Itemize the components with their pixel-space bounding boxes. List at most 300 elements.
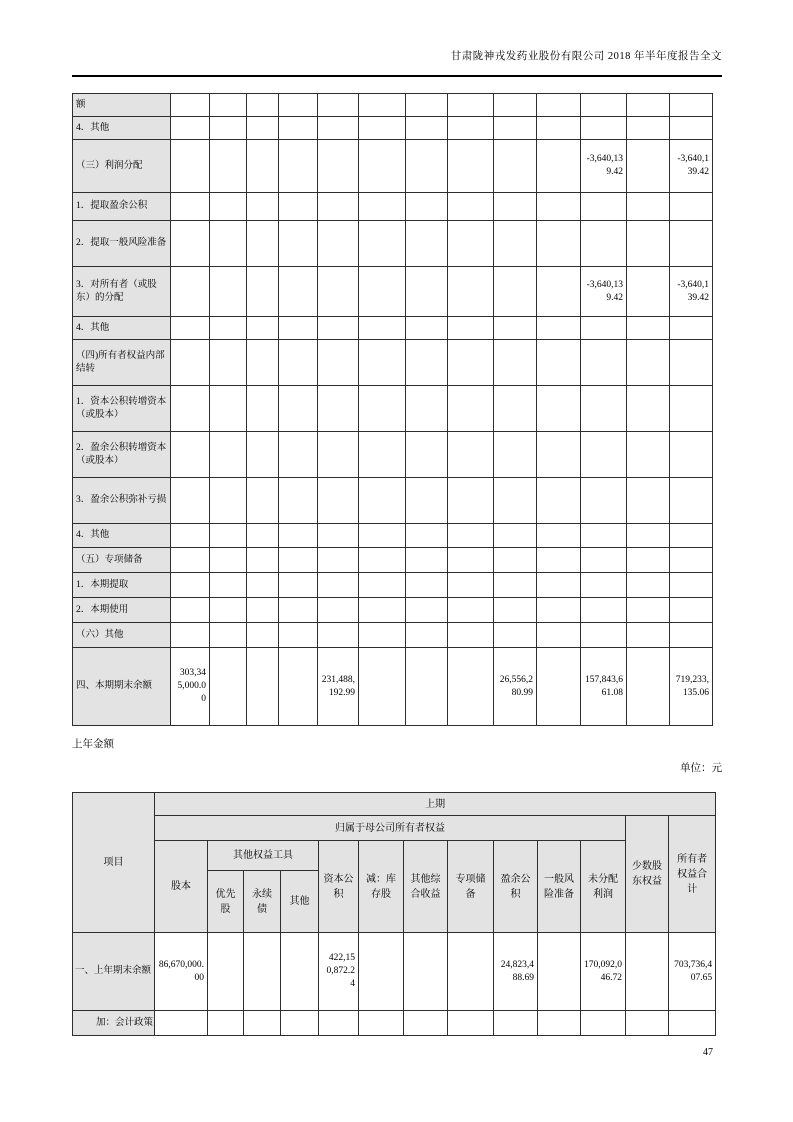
value-cell xyxy=(171,598,210,623)
value-cell: 719,233,135.06 xyxy=(670,648,713,726)
value-cell xyxy=(494,1011,538,1036)
table-row xyxy=(73,221,713,267)
value-cell xyxy=(406,140,448,193)
value-cell: 170,092,046.72 xyxy=(581,933,626,1011)
value-cell xyxy=(406,117,448,140)
header-row-group xyxy=(73,816,716,841)
value-cell xyxy=(406,193,448,221)
row-label-cell: 1．本期提取 xyxy=(73,573,171,598)
value-cell xyxy=(670,193,713,221)
value-cell xyxy=(448,573,494,598)
value-cell xyxy=(494,548,537,573)
header-preferred-shares: 优先股 xyxy=(208,871,244,933)
value-cell xyxy=(318,317,359,340)
value-cell xyxy=(494,432,537,478)
value-cell xyxy=(406,221,448,267)
value-cell xyxy=(494,478,537,524)
value-cell xyxy=(171,317,210,340)
value-cell: 422,150,872.24 xyxy=(319,933,359,1011)
header-special-reserve: 专项储备 xyxy=(448,841,494,933)
value-cell xyxy=(406,317,448,340)
value-cell xyxy=(669,1011,716,1036)
value-cell xyxy=(171,478,210,524)
value-cell xyxy=(581,340,627,386)
value-cell xyxy=(210,317,247,340)
table-row xyxy=(73,648,713,726)
value-cell xyxy=(318,140,359,193)
page-number: 47 xyxy=(703,1047,713,1058)
value-cell xyxy=(448,140,494,193)
header-other-equity-instruments: 其他权益工具 xyxy=(208,841,319,871)
value-cell xyxy=(210,598,247,623)
value-cell: 703,736,407.65 xyxy=(669,933,716,1011)
value-cell xyxy=(670,221,713,267)
value-cell xyxy=(406,524,448,548)
value-cell xyxy=(359,524,406,548)
value-cell xyxy=(627,94,670,117)
value-cell xyxy=(537,524,581,548)
value-cell xyxy=(537,648,581,726)
value-cell xyxy=(318,598,359,623)
table-row xyxy=(73,478,713,524)
value-cell xyxy=(318,478,359,524)
row-label-cell: 2．盈余公积转增资本（或股本） xyxy=(73,432,171,478)
value-cell xyxy=(537,193,581,221)
value-cell xyxy=(279,432,318,478)
value-cell xyxy=(171,548,210,573)
value-cell xyxy=(627,140,670,193)
value-cell xyxy=(318,117,359,140)
value-cell xyxy=(581,623,627,648)
value-cell: -3,640,139.42 xyxy=(670,267,713,317)
value-cell xyxy=(670,573,713,598)
value-cell xyxy=(581,317,627,340)
value-cell: -3,640,139.42 xyxy=(581,140,627,193)
header-row-columns xyxy=(73,841,716,871)
value-cell xyxy=(318,193,359,221)
header-minority-interest: 少数股东权益 xyxy=(626,816,669,933)
value-cell xyxy=(670,548,713,573)
value-cell xyxy=(244,933,281,1011)
value-cell xyxy=(627,193,670,221)
value-cell xyxy=(494,193,537,221)
value-cell xyxy=(537,317,581,340)
value-cell xyxy=(627,478,670,524)
value-cell: 24,823,488.69 xyxy=(494,933,538,1011)
value-cell xyxy=(670,317,713,340)
value-cell xyxy=(318,386,359,432)
value-cell xyxy=(626,1011,669,1036)
value-cell xyxy=(210,193,247,221)
value-cell xyxy=(359,1011,404,1036)
value-cell xyxy=(627,267,670,317)
value-cell xyxy=(319,1011,359,1036)
value-cell xyxy=(281,933,319,1011)
value-cell xyxy=(247,221,279,267)
table-row xyxy=(73,193,713,221)
table-row xyxy=(73,598,713,623)
value-cell xyxy=(627,386,670,432)
value-cell xyxy=(171,117,210,140)
value-cell xyxy=(581,432,627,478)
value-cell xyxy=(404,1011,448,1036)
value-cell xyxy=(670,432,713,478)
value-cell xyxy=(359,117,406,140)
value-cell xyxy=(670,94,713,117)
value-cell xyxy=(448,432,494,478)
header-period: 上期 xyxy=(155,793,716,816)
current-period-equity-table xyxy=(72,93,713,726)
table-row xyxy=(73,117,713,140)
row-label-cell: 加：会计政策 xyxy=(73,1011,155,1036)
value-cell xyxy=(279,140,318,193)
prior-period-equity-table xyxy=(72,792,716,1036)
value-cell: 86,670,000.00 xyxy=(155,933,208,1011)
row-label-cell: 四、本期期末余额 xyxy=(73,648,171,726)
header-parent-group: 归属于母公司所有者权益 xyxy=(155,816,626,841)
value-cell: 26,556,280.99 xyxy=(494,648,537,726)
value-cell xyxy=(627,623,670,648)
value-cell xyxy=(581,193,627,221)
value-cell xyxy=(359,193,406,221)
value-cell xyxy=(208,933,244,1011)
table-row xyxy=(73,317,713,340)
row-label-cell: （四)所有者权益内部结转 xyxy=(73,340,171,386)
value-cell xyxy=(448,193,494,221)
value-cell xyxy=(537,340,581,386)
value-cell xyxy=(359,317,406,340)
header-row-period xyxy=(73,793,716,816)
value-cell xyxy=(406,478,448,524)
value-cell xyxy=(406,94,448,117)
value-cell xyxy=(626,933,669,1011)
value-cell xyxy=(247,117,279,140)
value-cell xyxy=(210,221,247,267)
value-cell xyxy=(171,573,210,598)
value-cell xyxy=(247,140,279,193)
value-cell xyxy=(171,221,210,267)
row-label-cell: （三）利润分配 xyxy=(73,140,171,193)
table-row xyxy=(73,140,713,193)
value-cell xyxy=(279,548,318,573)
value-cell xyxy=(581,548,627,573)
value-cell xyxy=(247,573,279,598)
row-label-cell: （五）专项储备 xyxy=(73,548,171,573)
value-cell xyxy=(448,478,494,524)
value-cell xyxy=(494,524,537,548)
value-cell xyxy=(448,933,494,1011)
value-cell xyxy=(359,573,406,598)
value-cell xyxy=(247,386,279,432)
value-cell xyxy=(406,548,448,573)
header-retained-profit: 未分配利润 xyxy=(581,841,626,933)
table-row xyxy=(73,573,713,598)
table-row xyxy=(73,340,713,386)
table-row xyxy=(73,623,713,648)
value-cell xyxy=(359,140,406,193)
value-cell xyxy=(494,221,537,267)
value-cell xyxy=(279,94,318,117)
value-cell xyxy=(318,94,359,117)
header-other-comprehensive-income: 其他综合收益 xyxy=(404,841,448,933)
value-cell xyxy=(537,221,581,267)
table-row xyxy=(73,386,713,432)
value-cell xyxy=(537,432,581,478)
value-cell xyxy=(247,548,279,573)
value-cell xyxy=(494,340,537,386)
prior-table-header xyxy=(73,793,716,933)
value-cell xyxy=(318,432,359,478)
row-label-cell: 4．其他 xyxy=(73,524,171,548)
value-cell xyxy=(627,548,670,573)
value-cell xyxy=(210,623,247,648)
value-cell: 231,488,192.99 xyxy=(318,648,359,726)
value-cell xyxy=(494,140,537,193)
document-header xyxy=(72,50,722,77)
value-cell xyxy=(171,524,210,548)
value-cell xyxy=(247,193,279,221)
value-cell xyxy=(359,598,406,623)
value-cell xyxy=(627,573,670,598)
value-cell xyxy=(247,598,279,623)
value-cell xyxy=(448,117,494,140)
value-cell xyxy=(537,386,581,432)
section-label: 上年金额 xyxy=(72,739,114,750)
row-label-cell: 一、上年期末余额 xyxy=(73,933,155,1011)
row-label-cell: 3．盈余公积弥补亏损 xyxy=(73,478,171,524)
value-cell xyxy=(171,432,210,478)
value-cell xyxy=(210,432,247,478)
row-label-cell: 2．本期使用 xyxy=(73,598,171,623)
value-cell xyxy=(537,94,581,117)
value-cell xyxy=(279,386,318,432)
value-cell xyxy=(670,478,713,524)
value-cell xyxy=(210,340,247,386)
value-cell xyxy=(406,267,448,317)
value-cell xyxy=(670,598,713,623)
value-cell xyxy=(406,340,448,386)
value-cell xyxy=(210,94,247,117)
value-cell xyxy=(448,623,494,648)
table-row xyxy=(73,267,713,317)
value-cell xyxy=(627,340,670,386)
value-cell xyxy=(281,1011,319,1036)
value-cell xyxy=(247,267,279,317)
row-label-cell: 4．其他 xyxy=(73,117,171,140)
value-cell xyxy=(171,340,210,386)
value-cell xyxy=(448,548,494,573)
value-cell xyxy=(244,1011,281,1036)
value-cell xyxy=(359,933,404,1011)
header-other-instruments: 其他 xyxy=(281,871,319,933)
value-cell xyxy=(537,478,581,524)
value-cell xyxy=(210,573,247,598)
value-cell xyxy=(404,933,448,1011)
header-total-equity: 所有者权益合计 xyxy=(669,816,716,933)
header-perpetual-bonds: 永续债 xyxy=(244,871,281,933)
value-cell xyxy=(359,221,406,267)
header-item: 项目 xyxy=(73,793,155,933)
value-cell xyxy=(247,317,279,340)
value-cell xyxy=(359,340,406,386)
value-cell xyxy=(279,317,318,340)
header-capital-reserve: 资本公积 xyxy=(319,841,359,933)
value-cell xyxy=(210,117,247,140)
value-cell xyxy=(247,524,279,548)
value-cell xyxy=(359,623,406,648)
value-cell xyxy=(359,94,406,117)
value-cell xyxy=(448,524,494,548)
value-cell xyxy=(494,94,537,117)
value-cell xyxy=(318,524,359,548)
value-cell xyxy=(247,648,279,726)
header-less-treasury-shares: 减：库存股 xyxy=(359,841,404,933)
value-cell xyxy=(537,573,581,598)
table-row xyxy=(73,94,713,117)
value-cell xyxy=(279,598,318,623)
header-share-capital: 股本 xyxy=(155,841,208,933)
value-cell xyxy=(210,524,247,548)
value-cell xyxy=(537,267,581,317)
value-cell xyxy=(670,340,713,386)
value-cell xyxy=(318,548,359,573)
value-cell xyxy=(537,623,581,648)
value-cell xyxy=(279,623,318,648)
value-cell xyxy=(537,548,581,573)
value-cell xyxy=(359,386,406,432)
value-cell xyxy=(359,432,406,478)
value-cell xyxy=(627,598,670,623)
value-cell xyxy=(670,623,713,648)
value-cell xyxy=(581,386,627,432)
value-cell xyxy=(247,432,279,478)
value-cell xyxy=(279,340,318,386)
value-cell xyxy=(318,573,359,598)
value-cell xyxy=(494,598,537,623)
value-cell xyxy=(210,648,247,726)
value-cell xyxy=(247,623,279,648)
value-cell xyxy=(670,386,713,432)
value-cell xyxy=(279,648,318,726)
value-cell xyxy=(581,524,627,548)
value-cell xyxy=(448,94,494,117)
value-cell xyxy=(538,933,581,1011)
value-cell xyxy=(494,386,537,432)
row-label-cell: 4．其他 xyxy=(73,317,171,340)
value-cell xyxy=(627,648,670,726)
value-cell xyxy=(627,524,670,548)
value-cell xyxy=(627,432,670,478)
value-cell xyxy=(210,267,247,317)
value-cell xyxy=(494,317,537,340)
value-cell xyxy=(581,94,627,117)
value-cell xyxy=(318,267,359,317)
row-label-cell: 1．提取盈余公积 xyxy=(73,193,171,221)
value-cell xyxy=(279,267,318,317)
value-cell xyxy=(279,221,318,267)
value-cell xyxy=(171,140,210,193)
value-cell xyxy=(359,548,406,573)
value-cell xyxy=(279,524,318,548)
value-cell xyxy=(406,648,448,726)
value-cell xyxy=(171,267,210,317)
value-cell xyxy=(210,386,247,432)
row-label-cell: （六）其他 xyxy=(73,623,171,648)
value-cell xyxy=(581,1011,626,1036)
header-general-risk-reserve: 一般风险准备 xyxy=(538,841,581,933)
value-cell xyxy=(359,267,406,317)
value-cell xyxy=(581,117,627,140)
table-row xyxy=(73,933,716,1011)
value-cell xyxy=(670,117,713,140)
document-title: 甘肃陇神戎发药业股份有限公司 2018 年半年度报告全文 xyxy=(450,51,722,62)
value-cell xyxy=(406,623,448,648)
value-cell xyxy=(171,386,210,432)
value-cell xyxy=(208,1011,244,1036)
unit-label: 单位：元 xyxy=(680,763,722,774)
value-cell xyxy=(318,340,359,386)
value-cell xyxy=(279,573,318,598)
value-cell xyxy=(279,117,318,140)
value-cell xyxy=(581,478,627,524)
table-row xyxy=(73,548,713,573)
value-cell: -3,640,139.42 xyxy=(670,140,713,193)
value-cell xyxy=(155,1011,208,1036)
value-cell xyxy=(171,623,210,648)
value-cell xyxy=(210,140,247,193)
value-cell xyxy=(210,548,247,573)
value-cell xyxy=(448,1011,494,1036)
value-cell xyxy=(538,1011,581,1036)
value-cell xyxy=(171,193,210,221)
row-label-cell: 1．资本公积转增资本（或股本） xyxy=(73,386,171,432)
value-cell xyxy=(494,267,537,317)
value-cell xyxy=(581,573,627,598)
value-cell xyxy=(247,340,279,386)
value-cell xyxy=(581,221,627,267)
value-cell xyxy=(448,386,494,432)
value-cell: 303,345,000.00 xyxy=(171,648,210,726)
row-label-cell: 3．对所有者（或股东）的分配 xyxy=(73,267,171,317)
value-cell xyxy=(494,623,537,648)
row-label-cell: 2．提取一般风险准备 xyxy=(73,221,171,267)
value-cell xyxy=(581,598,627,623)
row-label-cell: 额 xyxy=(73,94,171,117)
value-cell xyxy=(448,221,494,267)
value-cell xyxy=(627,221,670,267)
header-surplus-reserve: 盈余公积 xyxy=(494,841,538,933)
value-cell xyxy=(627,317,670,340)
value-cell xyxy=(318,221,359,267)
value-cell xyxy=(406,573,448,598)
value-cell xyxy=(537,140,581,193)
value-cell xyxy=(537,117,581,140)
value-cell xyxy=(247,478,279,524)
value-cell xyxy=(537,598,581,623)
value-cell: 157,843,661.08 xyxy=(581,648,627,726)
value-cell xyxy=(670,524,713,548)
table-row xyxy=(73,432,713,478)
value-cell xyxy=(448,598,494,623)
value-cell xyxy=(279,193,318,221)
table-row xyxy=(73,1011,716,1036)
value-cell xyxy=(406,432,448,478)
value-cell xyxy=(359,478,406,524)
value-cell xyxy=(448,648,494,726)
value-cell xyxy=(210,478,247,524)
value-cell xyxy=(627,117,670,140)
value-cell: -3,640,139.42 xyxy=(581,267,627,317)
